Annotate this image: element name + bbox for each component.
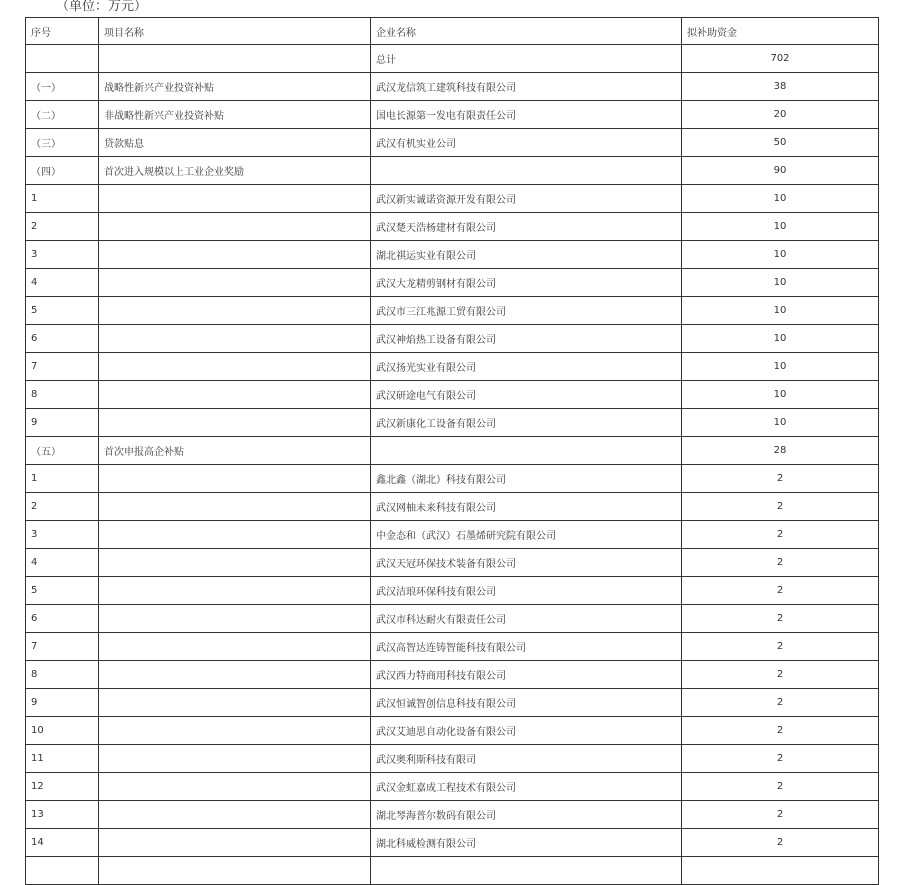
cell-index: 2: [26, 493, 99, 521]
table-row: [26, 241, 879, 269]
cell-index: [26, 45, 99, 73]
cell-index: 4: [26, 269, 99, 297]
cell-index: 7: [26, 353, 99, 381]
cell-company: 武汉研途电气有限公司: [371, 381, 682, 409]
table-header-row: [26, 18, 879, 45]
cell-amount: 28: [682, 437, 879, 465]
cell-index: 8: [26, 381, 99, 409]
cell-amount: 2: [682, 717, 879, 745]
cell-index: 4: [26, 549, 99, 577]
cell-amount: 2: [682, 465, 879, 493]
header-index: 序号: [26, 18, 99, 45]
cell-index: （二）: [26, 101, 99, 129]
cell-company: 武汉网柚未来科技有限公司: [371, 493, 682, 521]
table-row: [26, 213, 879, 241]
table-row: [26, 549, 879, 577]
cell-index: 13: [26, 801, 99, 829]
cell-company: [371, 157, 682, 185]
cell-amount: 10: [682, 409, 879, 437]
cell-company: 武汉恒诚智创信息科技有限公司: [371, 689, 682, 717]
cell-amount: 2: [682, 773, 879, 801]
table-row: [26, 829, 879, 857]
cell-project: [99, 465, 371, 493]
cell-index: （五）: [26, 437, 99, 465]
cell-amount: 38: [682, 73, 879, 101]
cell-index: 6: [26, 605, 99, 633]
table-row: [26, 717, 879, 745]
cell-amount: 10: [682, 213, 879, 241]
cell-project: [99, 45, 371, 73]
table-row: [26, 129, 879, 157]
table-row: [26, 73, 879, 101]
cell-company: 湖北科威检测有限公司: [371, 829, 682, 857]
header-project: 项目名称: [99, 18, 371, 45]
table-row: [26, 353, 879, 381]
cell-project: [99, 213, 371, 241]
table-row: [26, 521, 879, 549]
cell-amount: 10: [682, 353, 879, 381]
subsidy-table: [25, 17, 879, 885]
table-row: [26, 185, 879, 213]
table-row: [26, 745, 879, 773]
cell-company: 中金态和（武汉）石墨烯研究院有限公司: [371, 521, 682, 549]
table-row: [26, 773, 879, 801]
cell-amount: 2: [682, 801, 879, 829]
cell-company: 武汉金虹嘉成工程技术有限公司: [371, 773, 682, 801]
cell-company: 武汉新实诚诺资源开发有限公司: [371, 185, 682, 213]
cell-company: 武汉龙信筑工建筑科技有限公司: [371, 73, 682, 101]
cell-project: [99, 773, 371, 801]
cell-project: 战略性新兴产业投资补贴: [99, 73, 371, 101]
cell-company: 武汉有机实业公司: [371, 129, 682, 157]
cell-index: 12: [26, 773, 99, 801]
cell-index: 9: [26, 689, 99, 717]
cell-index: 1: [26, 185, 99, 213]
cell-company: 总计: [371, 45, 682, 73]
cell-amount: 2: [682, 689, 879, 717]
cell-project: [99, 661, 371, 689]
cell-company: 鑫北鑫（湖北）科技有限公司: [371, 465, 682, 493]
cell-amount: 2: [682, 605, 879, 633]
cell-index: 11: [26, 745, 99, 773]
table-row: [26, 633, 879, 661]
cell-amount: 10: [682, 185, 879, 213]
table-row: [26, 493, 879, 521]
cell-project: 首次申报高企补贴: [99, 437, 371, 465]
cell-index: 6: [26, 325, 99, 353]
cell-index: （三）: [26, 129, 99, 157]
cell-project: 贷款贴息: [99, 129, 371, 157]
cell-amount: 10: [682, 381, 879, 409]
cell-company: 国电长源第一发电有限责任公司: [371, 101, 682, 129]
table-row: [26, 605, 879, 633]
cell-index: 9: [26, 409, 99, 437]
cell-amount: 2: [682, 633, 879, 661]
cell-index: 3: [26, 241, 99, 269]
cell-amount: 50: [682, 129, 879, 157]
cell-project: 非战略性新兴产业投资补贴: [99, 101, 371, 129]
table-row: [26, 325, 879, 353]
cell-project: [99, 493, 371, 521]
cell-index: 5: [26, 297, 99, 325]
cell-company: 武汉楚天浩杨建材有限公司: [371, 213, 682, 241]
cell-project: [99, 549, 371, 577]
cell-index: 10: [26, 717, 99, 745]
cell-amount: 2: [682, 549, 879, 577]
header-company: 企业名称: [371, 18, 682, 45]
cell-project: [99, 269, 371, 297]
cell-project: [99, 521, 371, 549]
cell-company: 武汉艾迪思自动化设备有限公司: [371, 717, 682, 745]
cell-company: 武汉高智达连铸智能科技有限公司: [371, 633, 682, 661]
cell-company: 武汉天冠环保技术装备有限公司: [371, 549, 682, 577]
cell-project: [99, 577, 371, 605]
table-row: [26, 45, 879, 73]
cell-amount: 2: [682, 577, 879, 605]
cell-amount: 2: [682, 521, 879, 549]
table-row: [26, 269, 879, 297]
table-row: [26, 297, 879, 325]
cell-project: [99, 633, 371, 661]
cell-project: [99, 353, 371, 381]
cell-project: [99, 297, 371, 325]
cell-project: [99, 185, 371, 213]
cell-company: 武汉大龙精剪钢材有限公司: [371, 269, 682, 297]
cell-amount: 2: [682, 829, 879, 857]
cell-project: [99, 801, 371, 829]
cell-index: 14: [26, 829, 99, 857]
cell-company: 湖北祺运实业有限公司: [371, 241, 682, 269]
cell-company: 武汉神焰热工设备有限公司: [371, 325, 682, 353]
table-row: [26, 801, 879, 829]
cell-amount: 10: [682, 297, 879, 325]
cell-amount: 2: [682, 745, 879, 773]
cell-company: 武汉奥利斯科技有限司: [371, 745, 682, 773]
cell-project: [99, 325, 371, 353]
unit-note: （单位：万元）: [56, 0, 148, 14]
cell-project: [99, 745, 371, 773]
cell-project: [99, 689, 371, 717]
cell-project: [99, 717, 371, 745]
cell-company: 武汉市科达耐火有限责任公司: [371, 605, 682, 633]
cell-company: 武汉扬光实业有限公司: [371, 353, 682, 381]
table-row: [26, 157, 879, 185]
cell-amount: 10: [682, 269, 879, 297]
cell-index: 8: [26, 661, 99, 689]
cell-project: [99, 381, 371, 409]
table-row: [26, 381, 879, 409]
table-row: [26, 689, 879, 717]
cell-company: 武汉洁琅环保科技有限公司: [371, 577, 682, 605]
cell-company: 武汉新康化工设备有限公司: [371, 409, 682, 437]
cell-project: [99, 241, 371, 269]
cell-amount: 2: [682, 493, 879, 521]
table-row: [26, 409, 879, 437]
cell-index: 7: [26, 633, 99, 661]
table-row: [26, 661, 879, 689]
table-row: [26, 437, 879, 465]
cell-amount: 702: [682, 45, 879, 73]
cell-project: [99, 409, 371, 437]
cell-company: 湖北琴海普尔数码有限公司: [371, 801, 682, 829]
cell-amount: 10: [682, 325, 879, 353]
cell-amount: 10: [682, 241, 879, 269]
table-row: [26, 465, 879, 493]
cell-company: 武汉西力特商用科技有限公司: [371, 661, 682, 689]
cell-index: 1: [26, 465, 99, 493]
cell-project: 首次进入规模以上工业企业奖励: [99, 157, 371, 185]
cell-index: （一）: [26, 73, 99, 101]
cell-index: 5: [26, 577, 99, 605]
cell-amount: 2: [682, 661, 879, 689]
cell-project: [99, 829, 371, 857]
cell-company: [371, 437, 682, 465]
cell-amount: 90: [682, 157, 879, 185]
cell-company: 武汉市三江兆源工贸有限公司: [371, 297, 682, 325]
cell-index: 3: [26, 521, 99, 549]
cell-project: [99, 605, 371, 633]
cell-index: （四）: [26, 157, 99, 185]
table-body: [26, 45, 879, 885]
header-amount: 拟补助资金: [682, 18, 879, 45]
cell-amount: 20: [682, 101, 879, 129]
cell-index: 2: [26, 213, 99, 241]
table-row: [26, 101, 879, 129]
table-row: [26, 577, 879, 605]
